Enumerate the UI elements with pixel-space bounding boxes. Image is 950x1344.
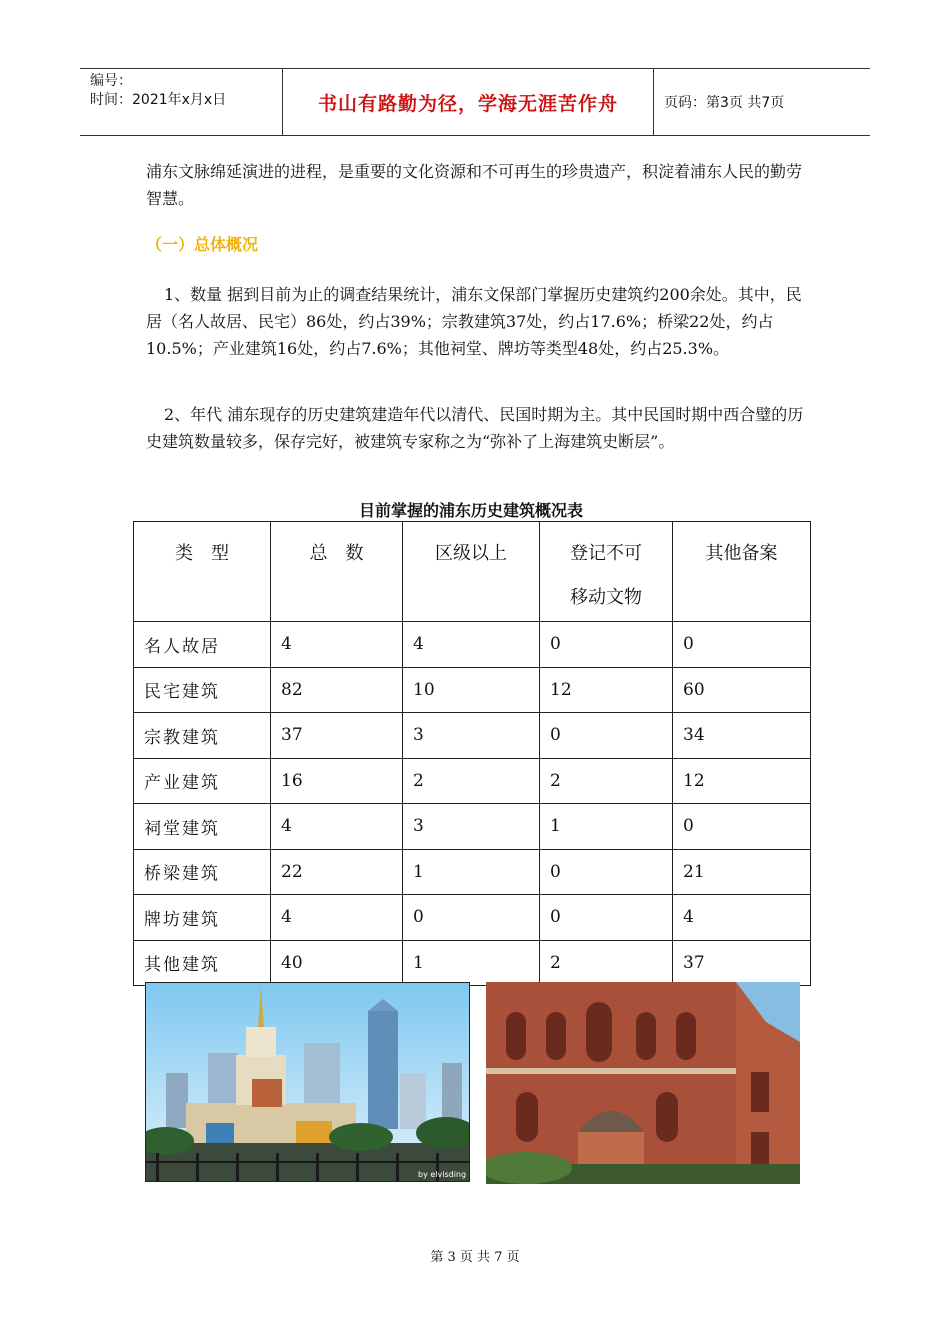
cell-district: 4 [403, 622, 540, 668]
cell-district: 0 [403, 895, 540, 941]
table-row [134, 849, 811, 895]
cell-category: 牌坊建筑 [134, 895, 271, 941]
cell-total: 82 [271, 667, 403, 713]
cell-total: 4 [271, 622, 403, 668]
cell-registered: 12 [540, 667, 673, 713]
cell-total: 16 [271, 758, 403, 804]
buildings-table [133, 521, 811, 986]
cell-registered: 0 [540, 713, 673, 759]
page-header [80, 68, 870, 136]
cell-district: 2 [403, 758, 540, 804]
cell-registered: 0 [540, 622, 673, 668]
cell-other: 21 [673, 849, 811, 895]
header-motto: 书山有路勤为径，学海无涯苦作舟 [282, 69, 654, 135]
intro-paragraph: 浦东文脉绵延演进的进程，是重要的文化资源和不可再生的珍贵遗产，积淀着浦东人民的勤劳智慧。 [146, 162, 803, 208]
cell-total: 4 [271, 804, 403, 850]
cell-category: 宗教建筑 [134, 713, 271, 759]
table-row [134, 940, 811, 986]
header-meta [80, 69, 282, 135]
cell-district: 1 [403, 940, 540, 986]
exhibition-center-image [146, 983, 469, 1181]
table-row [134, 667, 811, 713]
cell-district: 3 [403, 713, 540, 759]
cell-registered: 2 [540, 758, 673, 804]
cell-district: 10 [403, 667, 540, 713]
header-total: 总 数 [271, 522, 403, 622]
cell-other: 4 [673, 895, 811, 941]
cell-other: 34 [673, 713, 811, 759]
cell-registered: 2 [540, 940, 673, 986]
paragraph-quantity: 1、数量 据到目前为止的调查结果统计，浦东文保部门掌握历史建筑约200余处。其中，民居（名人故居、民宅）86处，约占39%；宗教建筑37处，约占17.6%；桥梁22处，约占10.5%；产业建筑16处，约占7.6%；其他祠堂、牌坊等类型48处，约占25.3%。 [146, 285, 802, 358]
header-district: 区级以上 [403, 522, 540, 622]
cell-category: 产业建筑 [134, 758, 271, 804]
cell-total: 40 [271, 940, 403, 986]
cell-registered: 0 [540, 895, 673, 941]
table-title: 目前掌握的浦东历史建筑概况表 [358, 501, 583, 520]
table-row [134, 804, 811, 850]
table-header-row [134, 522, 811, 622]
cell-other: 0 [673, 622, 811, 668]
date-label: 时间：2021年x月x日 [90, 92, 227, 108]
cell-other: 37 [673, 940, 811, 986]
cell-category: 名人故居 [134, 622, 271, 668]
number-label: 编号： [90, 73, 132, 89]
paragraph-era: 2、年代 浦东现存的历史建筑建造年代以清代、民国时期为主。其中民国时期中西合璧的历史建筑数量较多，保存完好，被建筑专家称之为“弥补了上海建筑史断层”。 [146, 405, 804, 451]
header-registered: 登记不可移动文物 [540, 522, 673, 622]
cell-registered: 0 [540, 849, 673, 895]
cell-total: 22 [271, 849, 403, 895]
cell-total: 4 [271, 895, 403, 941]
brick-building-image [486, 982, 800, 1184]
table-row [134, 622, 811, 668]
cell-district: 3 [403, 804, 540, 850]
header-type: 类 型 [134, 522, 271, 622]
cell-category: 其他建筑 [134, 940, 271, 986]
cell-other: 12 [673, 758, 811, 804]
cell-category: 祠堂建筑 [134, 804, 271, 850]
cell-district: 1 [403, 849, 540, 895]
cell-other: 0 [673, 804, 811, 850]
header-other: 其他备案 [673, 522, 811, 622]
photo-exhibition-center [145, 982, 470, 1182]
table-row [134, 895, 811, 941]
photo-watermark: by elvisding [418, 1170, 467, 1179]
page-footer: 第 3 页 共 7 页 [430, 1250, 520, 1265]
table-row [134, 713, 811, 759]
cell-registered: 1 [540, 804, 673, 850]
table-row [134, 758, 811, 804]
cell-category: 民宅建筑 [134, 667, 271, 713]
cell-category: 桥梁建筑 [134, 849, 271, 895]
photo-brick-building [486, 982, 800, 1184]
cell-total: 37 [271, 713, 403, 759]
header-page-label: 页码：第3页 共7页 [664, 95, 785, 111]
section-title: （一）总体概况 [146, 235, 259, 254]
cell-other: 60 [673, 667, 811, 713]
